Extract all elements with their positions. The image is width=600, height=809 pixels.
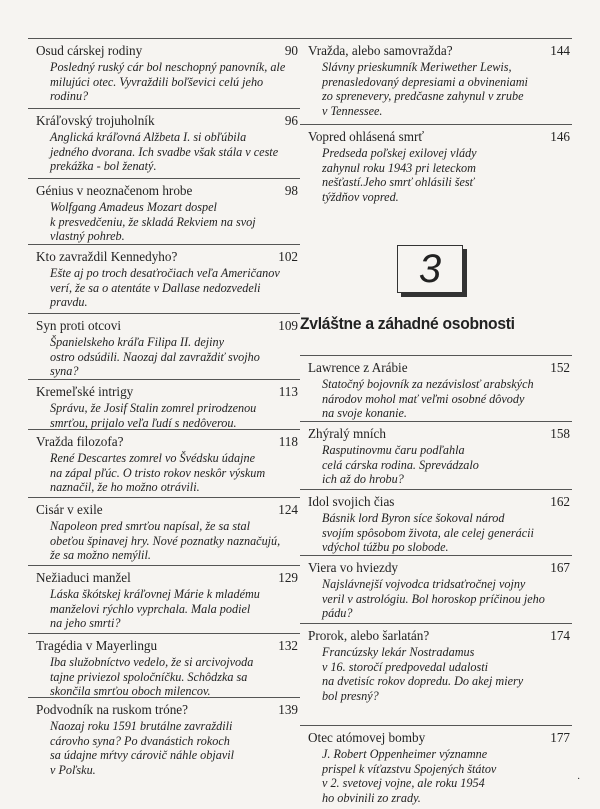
toc-entry-description xyxy=(28,266,300,310)
toc-entry xyxy=(300,725,572,805)
toc-entry-header xyxy=(300,426,572,442)
description-line: zahynul roku 1943 pri leteckom xyxy=(322,160,476,175)
toc-entry xyxy=(28,497,300,563)
description-line: ho obvinili zo zrady. xyxy=(322,790,421,805)
toc-entry-page-number: 96 xyxy=(284,113,298,128)
toc-entry xyxy=(28,38,300,104)
toc-entry-header xyxy=(28,502,300,518)
toc-entry-page-number: 113 xyxy=(278,384,298,399)
toc-entry-title: Génius v neoznačenom hrobe xyxy=(36,183,193,198)
toc-entry-title: Syn proti otcovi xyxy=(36,318,121,333)
toc-entry-title: Kráľovský trojuholník xyxy=(36,113,155,128)
description-line: v Tennessee. xyxy=(322,103,383,118)
toc-entry xyxy=(28,108,300,174)
description-line: Wolfgang Amadeus Mozart dospel xyxy=(50,200,217,214)
description-line: sa údajne mŕtvy cárovič náhle objavil xyxy=(50,748,235,762)
description-line: cárovho syna? Po dvanástich rokoch xyxy=(50,733,230,748)
toc-entry-description xyxy=(300,443,572,487)
toc-entry-title: Nežiaduci manžel xyxy=(36,570,131,585)
description-line: Statočný bojovník za nezávislosť arabských xyxy=(322,377,534,391)
description-line: svojím spôsobom života, ale celej generácii xyxy=(322,525,534,540)
chapter-number: 3 xyxy=(418,246,442,291)
toc-entry-page-number: 109 xyxy=(278,318,298,333)
description-line: ostro odsúdili. Naozaj dal zavraždiť svojho xyxy=(50,349,260,364)
toc-entry-page-number: 144 xyxy=(550,43,570,58)
toc-entry-description xyxy=(300,577,572,621)
toc-entry xyxy=(300,555,572,621)
description-line: veril v astrológiu. Bol horoskop príčinou jeho xyxy=(322,591,545,606)
description-line: k presvedčeniu, že skladá Rekviem na svoj xyxy=(50,214,256,229)
description-line: Naozaj roku 1591 brutálne zavraždili xyxy=(50,719,233,733)
description-line: skončila smrťou oboch milencov. xyxy=(50,684,211,698)
description-line: vdýchol túžbu po slobode. xyxy=(322,540,449,554)
toc-entry-description xyxy=(300,377,572,421)
toc-entry-description xyxy=(28,335,300,379)
toc-entry-title: Podvodník na ruskom tróne? xyxy=(36,702,189,717)
description-line: rodinu? xyxy=(50,89,89,103)
toc-entry-title: Viera vo hviezdy xyxy=(308,560,399,575)
chapter-number-box xyxy=(397,245,463,293)
toc-entry-description xyxy=(28,519,300,563)
toc-entry-header xyxy=(300,560,572,576)
toc-entry-page-number: 132 xyxy=(278,638,298,653)
toc-entry-header xyxy=(28,384,300,400)
description-line: prenasledovaný depresiami a obvineniami xyxy=(322,74,528,89)
toc-entry-title: Cisár v exile xyxy=(36,502,103,517)
toc-entry-page-number: 158 xyxy=(550,426,570,441)
description-line: Predseda poľskej exilovej vlády xyxy=(322,146,477,160)
toc-entry-description xyxy=(28,200,300,244)
description-line: na jeho smrti? xyxy=(50,616,121,630)
description-line: pravdu. xyxy=(50,295,88,309)
corner-mark: · xyxy=(577,774,581,785)
toc-entry-description xyxy=(28,719,300,777)
toc-entry-description xyxy=(28,451,300,495)
description-line: tajne priviezol spoločníčku. Schôdzka sa xyxy=(50,669,248,684)
description-line: v 2. svetovej vojne, ale roku 1954 xyxy=(322,776,485,790)
toc-entry-title: Tragédia v Mayerlingu xyxy=(36,638,158,653)
toc-entry-header xyxy=(300,730,572,746)
description-line: naznačil, že ho možno otrávili. xyxy=(50,480,200,494)
toc-entry-header xyxy=(300,360,572,376)
toc-entry-header xyxy=(28,638,300,654)
description-line: na zápal pľúc. O tristo rokov neskôr výskum xyxy=(50,465,266,480)
description-line: národov mohol mať veľmi osobné dôvody xyxy=(322,391,525,406)
description-line: zo sprenevery, predčasne zahynul v zrube xyxy=(322,89,524,103)
description-line: syna? xyxy=(50,364,79,378)
toc-entry-description xyxy=(28,401,300,430)
description-line: vlastný pohreb. xyxy=(50,229,125,243)
toc-entry xyxy=(300,421,572,487)
description-line: prispel k víťazstvu Spojených štátov xyxy=(322,761,497,776)
description-line: Ešte aj po troch desaťročiach veľa Američanov xyxy=(50,266,280,280)
description-line: Rasputinovmu čaru podľahla xyxy=(322,443,465,457)
toc-entry-header xyxy=(300,43,572,59)
toc-entry-title: Lawrence z Arábie xyxy=(308,360,408,375)
toc-entry-description xyxy=(300,511,572,555)
description-line: Slávny prieskumník Meriwether Lewis, xyxy=(322,60,512,74)
description-line: verí, že sa o atentáte v Dallase nedozvedeli xyxy=(50,280,261,295)
description-line: obeťou špinavej hry. Nové poznatky naznačujú, xyxy=(50,533,281,548)
toc-entry-title: Otec atómovej bomby xyxy=(308,730,426,745)
chapter-title: Zvláštne a záhadné osobnosti xyxy=(300,314,515,333)
description-line: Anglická kráľovná Alžbeta I. si obľúbila xyxy=(50,130,247,144)
toc-entry-title: Idol svojich čias xyxy=(308,494,395,509)
toc-entry xyxy=(28,697,300,777)
description-line: bol presný? xyxy=(322,688,379,703)
description-line: Iba služobníctvo vedelo, že si arcivojvoda xyxy=(50,655,254,669)
toc-entry-header xyxy=(300,628,572,644)
toc-entry-page-number: 102 xyxy=(278,249,298,264)
toc-entry-page-number: 167 xyxy=(550,560,570,575)
description-line: celá cárska rodina. Sprevádzalo xyxy=(322,457,479,472)
toc-entry xyxy=(300,124,572,204)
toc-entry-title: Prorok, alebo šarlatán? xyxy=(308,628,430,643)
description-line: prekážka - bol ženatý. xyxy=(50,159,157,173)
description-line: smrťou, prijalo veľa ľudí s nedôverou. xyxy=(50,415,237,430)
description-line: nešťastí.Jeho smrť ohlásili šesť xyxy=(322,175,475,189)
toc-entry xyxy=(300,623,572,703)
toc-entry xyxy=(28,313,300,379)
toc-entry-page-number: 146 xyxy=(550,129,570,144)
toc-entry-header xyxy=(300,129,572,145)
toc-entry xyxy=(300,38,572,118)
description-line: René Descartes zomrel vo Švédsku údajne xyxy=(50,451,255,465)
toc-entry-page-number: 118 xyxy=(278,434,298,449)
toc-entry-title: Kto zavraždil Kennedyho? xyxy=(36,249,178,264)
toc-entry-header xyxy=(28,318,300,334)
toc-entry-page-number: 129 xyxy=(278,570,298,585)
description-line: Najslávnejší vojvodca tridsaťročnej vojny xyxy=(322,577,526,591)
toc-entry-page-number: 139 xyxy=(278,702,298,717)
toc-entry-description xyxy=(300,645,572,703)
toc-entry-page-number: 177 xyxy=(550,730,570,745)
toc-entry-header xyxy=(28,249,300,265)
description-line: Španielskeho kráľa Filipa II. dejiny xyxy=(50,335,224,349)
description-line: Správu, že Josif Stalin zomrel prirodzenou xyxy=(50,401,257,415)
description-line: Posledný ruský cár bol neschopný panovník, ale xyxy=(50,60,286,74)
description-line: týždňov vopred. xyxy=(322,189,399,204)
toc-entry-description xyxy=(28,655,300,699)
description-line: milujúci otec. Vyvraždili boľševici celú jeho xyxy=(50,74,264,89)
description-line: v Poľsku. xyxy=(50,762,96,777)
toc-entry-title: Zhýralý mních xyxy=(308,426,387,441)
toc-entry xyxy=(28,244,300,310)
description-line: pádu? xyxy=(322,606,353,620)
toc-entry-description xyxy=(28,60,300,104)
toc-entry-page-number: 162 xyxy=(550,494,570,509)
toc-entry xyxy=(28,429,300,495)
description-line: Láska škótskej kráľovnej Márie k mladému xyxy=(50,587,260,601)
toc-entry-page-number: 124 xyxy=(278,502,298,517)
toc-entry-title: Kremeľské intrigy xyxy=(36,384,134,399)
toc-entry-description xyxy=(300,60,572,118)
description-line: Napoleon pred smrťou napísal, že sa stal xyxy=(50,519,251,533)
toc-entry-header xyxy=(28,43,300,59)
description-line: J. Robert Oppenheimer významne xyxy=(322,747,488,761)
toc-entry-header xyxy=(28,183,300,199)
toc-entry xyxy=(28,178,300,244)
toc-entry-header xyxy=(28,113,300,129)
toc-entry-title: Osud cárskej rodiny xyxy=(36,43,143,58)
toc-entry xyxy=(28,379,300,430)
toc-entry-page-number: 174 xyxy=(550,628,570,643)
toc-entry xyxy=(300,355,572,421)
toc-entry xyxy=(28,565,300,631)
toc-entry-description xyxy=(28,587,300,631)
description-line: že sa možno nemýlil. xyxy=(50,548,151,562)
toc-entry-title: Vražda filozofa? xyxy=(36,434,124,449)
description-line: na dvetisíc rokov dopredu. Do akej miery xyxy=(322,674,524,688)
toc-entry-page-number: 90 xyxy=(284,43,298,58)
description-line: Básnik lord Byron síce šokoval národ xyxy=(322,511,505,525)
toc-entry-description xyxy=(28,130,300,174)
toc-entry-header xyxy=(28,702,300,718)
description-line: manželovi rýchlo vyprchala. Mala podiel xyxy=(50,601,251,616)
toc-entry-page-number: 152 xyxy=(550,360,570,375)
toc-entry-header xyxy=(28,570,300,586)
toc-entry xyxy=(300,489,572,555)
toc-entry-description xyxy=(300,146,572,204)
toc-entry-title: Vražda, alebo samovražda? xyxy=(308,43,453,58)
toc-entry-header xyxy=(300,494,572,510)
description-line: ich až do hrobu? xyxy=(322,472,404,486)
toc-entry-page-number: 98 xyxy=(284,183,298,198)
toc-entry xyxy=(28,633,300,699)
toc-entry-header xyxy=(28,434,300,450)
description-line: Francúzsky lekár Nostradamus xyxy=(322,645,475,659)
description-line: v 16. storočí predpovedal udalosti xyxy=(322,659,488,674)
toc-entry-title: Vopred ohlásená smrť xyxy=(308,129,424,144)
toc-entry-description xyxy=(300,747,572,805)
description-line: na svoje konanie. xyxy=(322,406,407,420)
description-line: jedného dvorana. Ich svadbe však stála v ceste xyxy=(50,144,279,159)
